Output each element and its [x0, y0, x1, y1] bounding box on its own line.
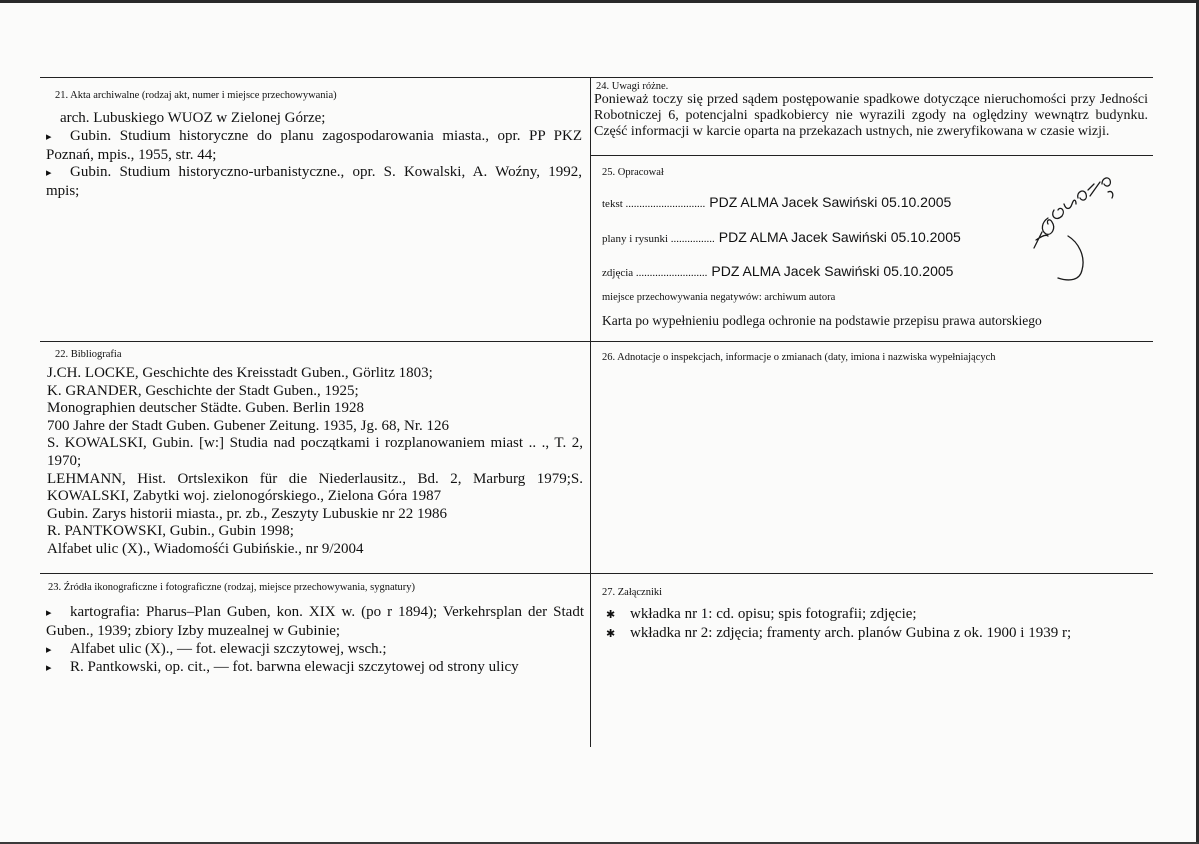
section-23-item-3 [46, 659, 519, 678]
section-24-header: 24. Uwagi różne. [596, 81, 669, 92]
handwritten-signature [1028, 170, 1128, 290]
asterisk-bullet-icon: ✱ [606, 628, 616, 640]
section-23-item-2-text: Alfabet ulic (X)., — fot. elewacji szczytowej, wsch.; [70, 641, 387, 657]
column-divider [590, 77, 591, 747]
section-27-header: 27. Załączniki [602, 587, 663, 598]
author-row-photos [602, 263, 953, 281]
section-21-item-1-text: Gubin. Studium historyczne do planu zagospodarowania miasta., opr. PP PKZ Poznań, mpis., 1955, str. 44; [46, 128, 582, 163]
author-row-text [602, 194, 951, 212]
section-26-header: 26. Adnotacje o inspekcjach, informacje o zmianach (daty, imiona i nazwiska wypełniających [602, 352, 996, 363]
section-25-header: 25. Opracował [602, 167, 664, 178]
attachment-item [606, 625, 1071, 644]
section-21-item-1 [46, 128, 582, 164]
attachment-item [606, 606, 917, 625]
bibliography-list [47, 365, 583, 559]
triangle-bullet-icon: ▸ [46, 662, 52, 674]
section-24-body: Ponieważ toczy się przed sądem postępowanie spadkowe dotyczące nieruchomości przy Jedności Robotniczej 6, potencjalni spadkobiercy nie wyrazili zgody na oględziny wewnątrz budynku. Część informacji w karcie oparta na przekazach ustnych, nie zweryfikowana w czasie wizji. [594, 92, 1148, 139]
author-row-value: PDZ ALMA Jacek Sawiński 05.10.2005 [718, 229, 961, 245]
triangle-bullet-icon: ▸ [46, 131, 52, 143]
section-21-intro: arch. Lubuskiego WUOZ w Zielonej Górze; [60, 110, 326, 126]
divider-row-3 [40, 573, 1153, 574]
section-21-item-2-text: Gubin. Studium historyczno-urbanistyczne., opr. S. Kowalski, A. Woźny, 1992, mpis; [46, 164, 582, 199]
divider-24-25 [590, 155, 1153, 156]
bibliography-entry: Gubin. Zarys historii miasta., pr. zb., Zeszyty Lubuskie nr 22 1986 [47, 505, 447, 522]
author-row-plans [602, 229, 961, 247]
bibliography-entry: 700 Jahre der Stadt Guben. Gubener Zeitung. 1935, Jg. 68, Nr. 126 [47, 417, 450, 434]
bibliography-entry: Alfabet ulic (X)., Wiadomośći Gubińskie., nr 9/2004 [47, 540, 364, 557]
section-23-item-1 [46, 604, 584, 640]
bibliography-entry: R. PANTKOWSKI, Gubin., Gubin 1998; [47, 523, 294, 540]
triangle-bullet-icon: ▸ [46, 167, 52, 179]
section-22-header: 22. Bibliografia [55, 349, 122, 360]
section-23-item-1-text: kartografia: Pharus–Plan Guben, kon. XIX w. (po r 1894); Verkehrsplan der Stadt Guben., 1939; zbiory Izby muzealnej w Gubinie; [46, 604, 584, 639]
author-row-label: zdjęcia .......................... [602, 267, 708, 279]
bibliography-entry: J.CH. LOCKE, Geschichte des Kreisstadt Guben., Görlitz 1803; [47, 365, 433, 381]
author-row-value: PDZ ALMA Jacek Sawiński 05.10.2005 [709, 194, 952, 210]
attachment-item-text: wkładka nr 1: cd. opisu; spis fotografii; zdjęcie; [630, 606, 917, 622]
bibliography-entry: Monographien deutscher Städte. Guben. Berlin 1928 [47, 400, 365, 417]
section-21-header: 21. Akta archiwalne (rodzaj akt, numer i miejsce przechowywania) [55, 90, 337, 101]
triangle-bullet-icon: ▸ [46, 607, 52, 619]
section-23-item-3-text: R. Pantkowski, op. cit., — fot. barwna elewacji szczytowej od strony ulicy [70, 659, 519, 675]
section-23-header: 23. Źródła ikonograficzne i fotograficzne (rodzaj, miejsce przechowywania, sygnatury) [48, 582, 416, 593]
author-row-label: plany i rysunki ................ [602, 233, 715, 245]
section-21-item-2 [46, 164, 582, 200]
section-23-item-2 [46, 641, 387, 660]
attachment-item-text: wkładka nr 2: zdjęcia; framenty arch. planów Gubina z ok. 1900 i 1939 r; [630, 625, 1072, 641]
divider-row-2 [40, 341, 1153, 342]
table-top-border [40, 77, 1153, 78]
bibliography-entry: K. GRANDER, Geschichte der Stadt Guben., 1925; [47, 382, 359, 399]
negative-storage: miejsce przechowywania negatywów: archiwum autora [602, 292, 836, 303]
triangle-bullet-icon: ▸ [46, 644, 52, 656]
bibliography-entry: S. KOWALSKI, Gubin. [w:] Studia nad początkami i rozplanowaniem miast .. ., T. 2, 1970; [47, 435, 583, 469]
author-row-value: PDZ ALMA Jacek Sawiński 05.10.2005 [711, 263, 954, 279]
bibliography-entry: LEHMANN, Hist. Ortslexikon für die Niederlausitz., Bd. 2, Marburg 1979;S. KOWALSKI, Zabytki woj. zielonogórskiego., Zielona Góra 1987 [47, 470, 583, 505]
copyright-notice: Karta po wypełnieniu podlega ochronie na podstawie przepisu prawa autorskiego [602, 313, 1042, 328]
author-row-label: tekst ............................. [602, 198, 706, 210]
asterisk-bullet-icon: ✱ [606, 609, 616, 621]
scan-edge-top [0, 0, 1199, 3]
